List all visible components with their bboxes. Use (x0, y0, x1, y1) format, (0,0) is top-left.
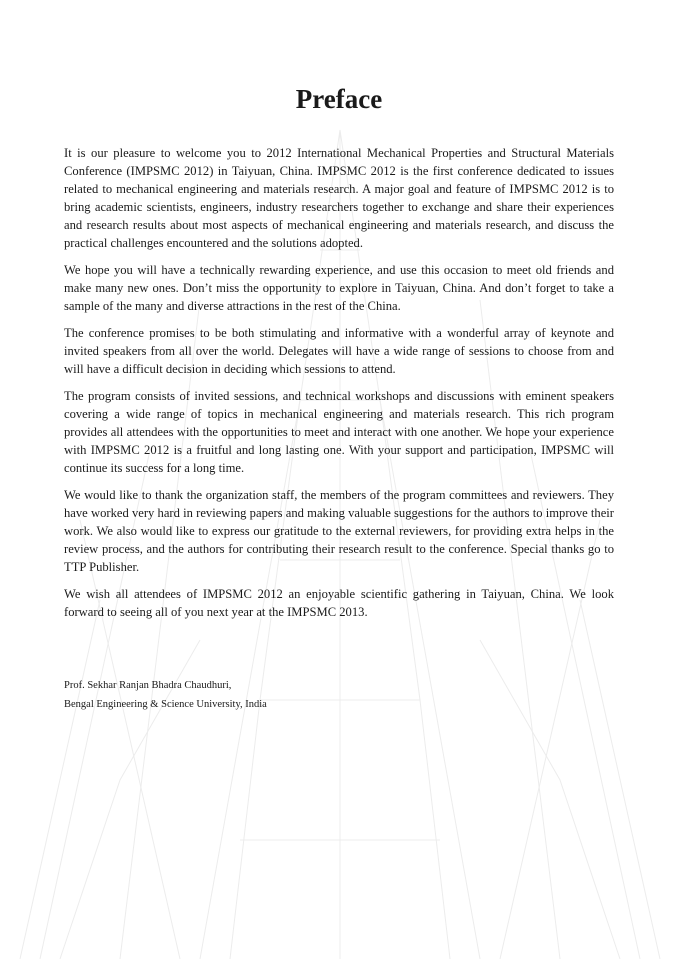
paragraph-closing: We wish all attendees of IMPSMC 2012 an enjoyable scientific gathering in Taiyuan, China. We look forward to seeing all of you next year at the IMPSMC 2013. (64, 587, 614, 619)
signature-block (64, 676, 464, 714)
paragraph-speakers: The conference promises to be both stimulating and informative with a wonderful array of keynote and invited speakers from all over the world. Delegates will have a wide range of sessions to choose from and will have a difficult decision in deciding which sessions to attend. (64, 326, 614, 376)
signature-affiliation: Bengal Engineering & Science University, India (64, 699, 267, 710)
paragraph-experience: We hope you will have a technically rewarding experience, and use this occasion to meet old friends and make many new ones. Don’t miss the opportunity to explore in Taiyuan, China. And don’t forget to take a sample of the many and diverse attractions in the rest of the China. (64, 263, 614, 313)
paragraph-program: The program consists of invited sessions, and technical workshops and discussions with eminent speakers covering a wide range of topics in mechanical engineering and materials research. This rich program provides all attendees with the opportunities to meet and interact with one another. We hope your experience with IMPSMC 2012 is a fruitful and long lasting one. With your support and participation, IMPSMC will continue its success for a long time. (64, 389, 614, 475)
paragraph-acknowledgements: We would like to thank the organization staff, the members of the program committees and reviewers. They have worked very hard in reviewing papers and making valuable suggestions for the authors to improve their work. We also would like to express our gratitude to the external reviewers, for providing extra helps in the review process, and the authors for contributing their research result to the conference. Special thanks go to TTP Publisher. (64, 488, 614, 574)
preface-body (64, 144, 614, 630)
signature-name: Prof. Sekhar Ranjan Bhadra Chaudhuri, (64, 680, 232, 691)
page-title: Preface (295, 84, 383, 114)
paragraph-welcome: It is our pleasure to welcome you to 2012 International Mechanical Properties and Structural Materials Conference (IMPSMC 2012) in Taiyuan, China. IMPSMC 2012 is the first conference dedicated to issues related to mechanical engineering and materials research. A major goal and feature of IMPSMC 2012 is to bring academic scientists, engineers, industry researchers together to exchange and share their experiences and research results about most aspects of mechanical engineering and materials research, and discuss the practical challenges encountered and the solutions adopted. (64, 146, 614, 250)
